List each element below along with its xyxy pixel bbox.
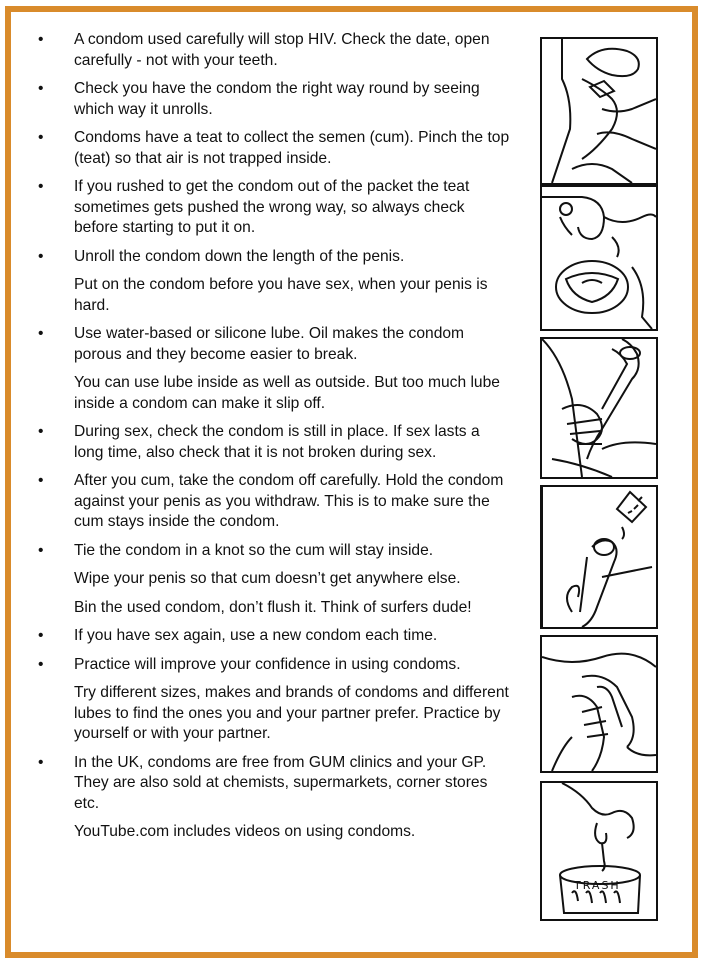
- unrolling-condom-illustration: [540, 337, 658, 479]
- instructions-list: [38, 30, 513, 851]
- bullet-icon: •: [38, 80, 44, 97]
- list-item-text: During sex, check the condom is still in place. If sex lasts a long time, also check that it is not broken during sex.: [74, 423, 480, 461]
- applying-lube-illustration: [540, 485, 658, 629]
- bullet-icon: •: [38, 627, 44, 644]
- list-item: [38, 30, 513, 71]
- bullet-icon: •: [38, 423, 44, 440]
- trash-label: TRASH: [574, 879, 621, 892]
- list-item-note: You can use lube inside as well as outside. But too much lube inside a condom can make it slip off.: [74, 374, 500, 412]
- bullet-icon: •: [38, 178, 44, 195]
- binning-condom-illustration: [540, 781, 658, 921]
- list-item: [38, 541, 513, 562]
- bullet-icon: •: [38, 31, 44, 48]
- list-item-note: Bin the used condom, don’t flush it. Think of surfers dude!: [74, 598, 472, 616]
- list-item: [38, 655, 513, 676]
- list-item-note: Put on the condom before you have sex, when your penis is hard.: [74, 276, 488, 314]
- bullet-icon: •: [38, 472, 44, 489]
- list-item-text: Use water-based or silicone lube. Oil makes the condom porous and they become easier to break.: [74, 325, 465, 363]
- list-item: [38, 753, 513, 815]
- list-item-text: After you cum, take the condom off carefully. Hold the condom against your penis as you withdraw. This is to make sure the cum stays inside the condom.: [74, 472, 504, 530]
- bullet-icon: •: [38, 247, 44, 265]
- list-item-text: Check you have the condom the right way round by seeing which way it unrolls.: [74, 80, 480, 118]
- list-item: [38, 247, 513, 268]
- bullet-icon: •: [38, 129, 44, 146]
- bullet-icon: •: [38, 655, 44, 673]
- list-item: [38, 324, 513, 365]
- list-item: [38, 128, 513, 169]
- list-item-note: Wipe your penis so that cum doesn’t get anywhere else.: [74, 570, 461, 587]
- bullet-icon: •: [38, 753, 44, 771]
- list-item: [38, 626, 513, 647]
- list-item-text: Condoms have a teat to collect the semen (cum). Pinch the top (teat) so that air is not trapped inside.: [74, 129, 510, 167]
- list-item: [38, 471, 513, 533]
- withdrawing-illustration: [540, 635, 658, 773]
- bullet-icon: •: [38, 541, 44, 559]
- list-item-text: A condom used carefully will stop HIV. Check the date, open carefully - not with your teeth.: [74, 31, 490, 69]
- list-item-text: Practice will improve your confidence in using condoms.: [74, 655, 461, 673]
- list-item-text: Tie the condom in a knot so the cum will stay inside.: [74, 541, 434, 559]
- list-item-note: Try different sizes, makes and brands of condoms and different lubes to find the ones you and your partner prefer. Practice by yourself or with your partner.: [74, 684, 509, 742]
- list-item-text: If you have sex again, use a new condom each time.: [74, 627, 438, 644]
- opening-packet-illustration: [540, 37, 658, 185]
- pinching-teat-illustration: [540, 185, 658, 331]
- list-item: [38, 177, 513, 239]
- list-item-note: YouTube.com includes videos on using condoms.: [74, 823, 416, 840]
- list-item-text: Unroll the condom down the length of the penis.: [74, 247, 405, 265]
- list-item: [38, 79, 513, 120]
- list-item: [38, 422, 513, 463]
- list-item-text: In the UK, condoms are free from GUM clinics and your GP. They are also sold at chemists, supermarkets, corner stores etc.: [74, 753, 488, 812]
- list-item-text: If you rushed to get the condom out of the packet the teat sometimes gets pushed the wrong way, so always check before starting to put it on.: [74, 178, 470, 236]
- bullet-icon: •: [38, 325, 44, 342]
